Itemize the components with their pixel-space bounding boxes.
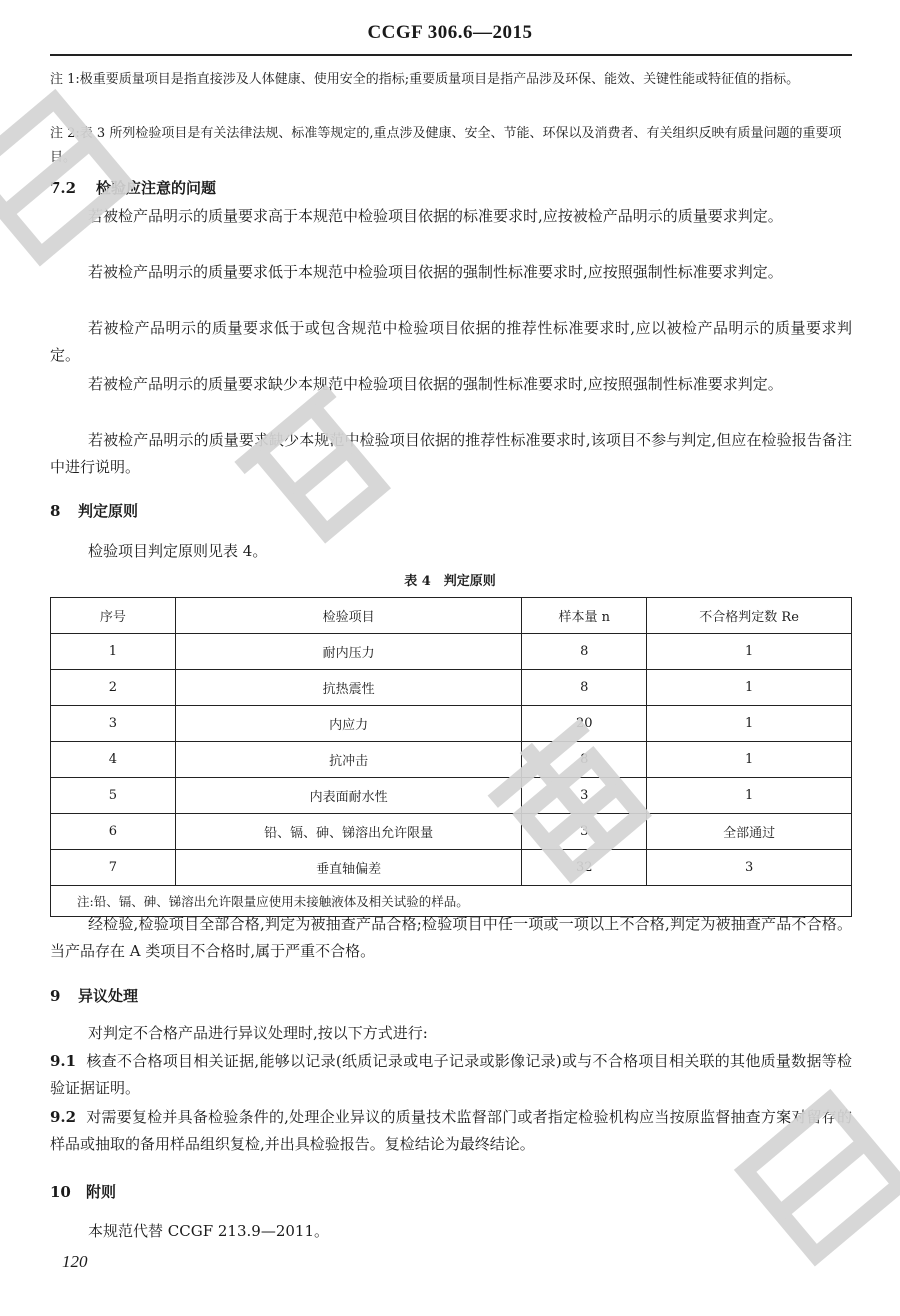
table-cell: 3 — [522, 778, 647, 814]
table-cell: 1 — [647, 634, 852, 670]
section-10-text: 本规范代替 CCGF 213.9—2011。 — [88, 1222, 329, 1240]
section-8-number: 8 — [50, 502, 61, 520]
section-9-title: 异议处理 — [78, 987, 139, 1005]
clause-9-2 — [50, 1104, 852, 1158]
table-cell: 内表面耐水性 — [175, 778, 522, 814]
paragraph: 若被检产品明示的质量要求低于本规范中检验项目依据的强制性标准要求时,应按照强制性标准要求判定。 — [88, 263, 783, 281]
table-cell: 20 — [522, 706, 647, 742]
table-cell: 内应力 — [175, 706, 522, 742]
table-cell: 8 — [522, 742, 647, 778]
table-row — [51, 670, 852, 706]
section-9-heading — [50, 985, 138, 1006]
section-10-title: 附则 — [86, 1183, 117, 1201]
section-7-2-heading — [50, 177, 216, 198]
clause-text: 核查不合格项目相关证据,能够以记录(纸质记录或电子记录或影像记录)或与不合格项目相关联的其他质量数据等检验证据证明。 — [50, 1052, 852, 1097]
section-9-intro: 对判定不合格产品进行异议处理时,按以下方式进行: — [88, 1024, 428, 1042]
table-cell: 1 — [51, 634, 176, 670]
header-rule — [50, 54, 852, 56]
paragraph: 若被检产品明示的质量要求缺少本规范中检验项目依据的推荐性标准要求时,该项目不参与判定,但应在检验报告备注中进行说明。 — [50, 431, 852, 476]
paragraph: 若被检产品明示的质量要求缺少本规范中检验项目依据的强制性标准要求时,应按照强制性标准要求判定。 — [88, 375, 783, 393]
section-8-conclusion: 经检验,检验项目全部合格,判定为被抽查产品合格;检验项目中任一项或一项以上不合格,判定为被抽查产品不合格。当产品存在 A 类项目不合格时,属于严重不合格。 — [50, 915, 852, 960]
table-cell: 抗冲击 — [175, 742, 522, 778]
table-cell: 抗热震性 — [175, 670, 522, 706]
section-8-heading — [50, 500, 138, 521]
table-cell: 垂直轴偏差 — [175, 850, 522, 886]
judgement-table — [50, 597, 852, 917]
document-code: CCGF 306.6—2015 — [367, 22, 533, 43]
table-cell: 铅、镉、砷、锑溶出允许限量 — [175, 814, 522, 850]
table-cell: 8 — [522, 670, 647, 706]
header-cell: 不合格判定数 Re — [647, 598, 852, 634]
table-row — [51, 634, 852, 670]
table-footnote: 注:铅、镉、砷、锑溶出允许限量应使用未接触液体及相关试验的样品。 — [51, 886, 852, 917]
paragraph: 若被检产品明示的质量要求高于本规范中检验项目依据的标准要求时,应按被检产品明示的质量要求判定。 — [88, 207, 783, 225]
section-10-heading — [50, 1181, 116, 1202]
section-7-2-number: 7.2 — [50, 179, 77, 197]
section-10-number: 10 — [50, 1183, 71, 1201]
note-2: 注 2:表 3 所列检验项目是有关法律法规、标准等规定的,重点涉及健康、安全、节能、环保以及消费者、有关组织反映有质量问题的重要项目。 — [50, 126, 842, 165]
table-row — [51, 814, 852, 850]
table-row — [51, 706, 852, 742]
table-cell: 5 — [51, 778, 176, 814]
table-cell: 1 — [647, 670, 852, 706]
table-cell: 7 — [51, 850, 176, 886]
clause-number: 9.2 — [50, 1108, 77, 1126]
table-cell: 8 — [522, 634, 647, 670]
section-8-title: 判定原则 — [78, 502, 139, 520]
table-row — [51, 850, 852, 886]
note-1: 注 1:极重要质量项目是指直接涉及人体健康、使用安全的指标;重要质量项目是指产品涉及环保、能效、关键性能或特征值的指标。 — [50, 72, 800, 87]
clause-number: 9.1 — [50, 1052, 77, 1070]
page-number: 120 — [62, 1252, 88, 1271]
header-cell: 序号 — [51, 598, 176, 634]
clause-text: 对需要复检并具备检验条件的,处理企业异议的质量技术监督部门或者指定检验机构应当按原监督抽查方案对留存的样品或抽取的备用样品组织复检,并出具检验报告。复检结论为最终结论。 — [50, 1108, 852, 1153]
section-8-intro: 检验项目判定原则见表 4。 — [88, 542, 268, 560]
table-row — [51, 742, 852, 778]
table-cell: 3 — [522, 814, 647, 850]
table-cell: 2 — [51, 670, 176, 706]
clause-9-1 — [50, 1048, 852, 1102]
table-caption: 表 4 判定原则 — [404, 574, 496, 589]
header-cell: 样本量 n — [522, 598, 647, 634]
table-row — [51, 778, 852, 814]
table-cell: 32 — [522, 850, 647, 886]
table-cell: 4 — [51, 742, 176, 778]
table-cell: 3 — [51, 706, 176, 742]
paragraph: 若被检产品明示的质量要求低于或包含规范中检验项目依据的推荐性标准要求时,应以被检产品明示的质量要求判定。 — [50, 319, 852, 364]
table-cell: 1 — [647, 742, 852, 778]
section-7-2-title: 检验应注意的问题 — [96, 179, 217, 197]
table-cell: 耐内压力 — [175, 634, 522, 670]
table-header-row — [51, 598, 852, 634]
section-9-number: 9 — [50, 987, 61, 1005]
table-cell: 1 — [647, 706, 852, 742]
table-cell: 3 — [647, 850, 852, 886]
table-cell: 6 — [51, 814, 176, 850]
table-cell: 1 — [647, 778, 852, 814]
header-cell: 检验项目 — [175, 598, 522, 634]
table-cell: 全部通过 — [647, 814, 852, 850]
